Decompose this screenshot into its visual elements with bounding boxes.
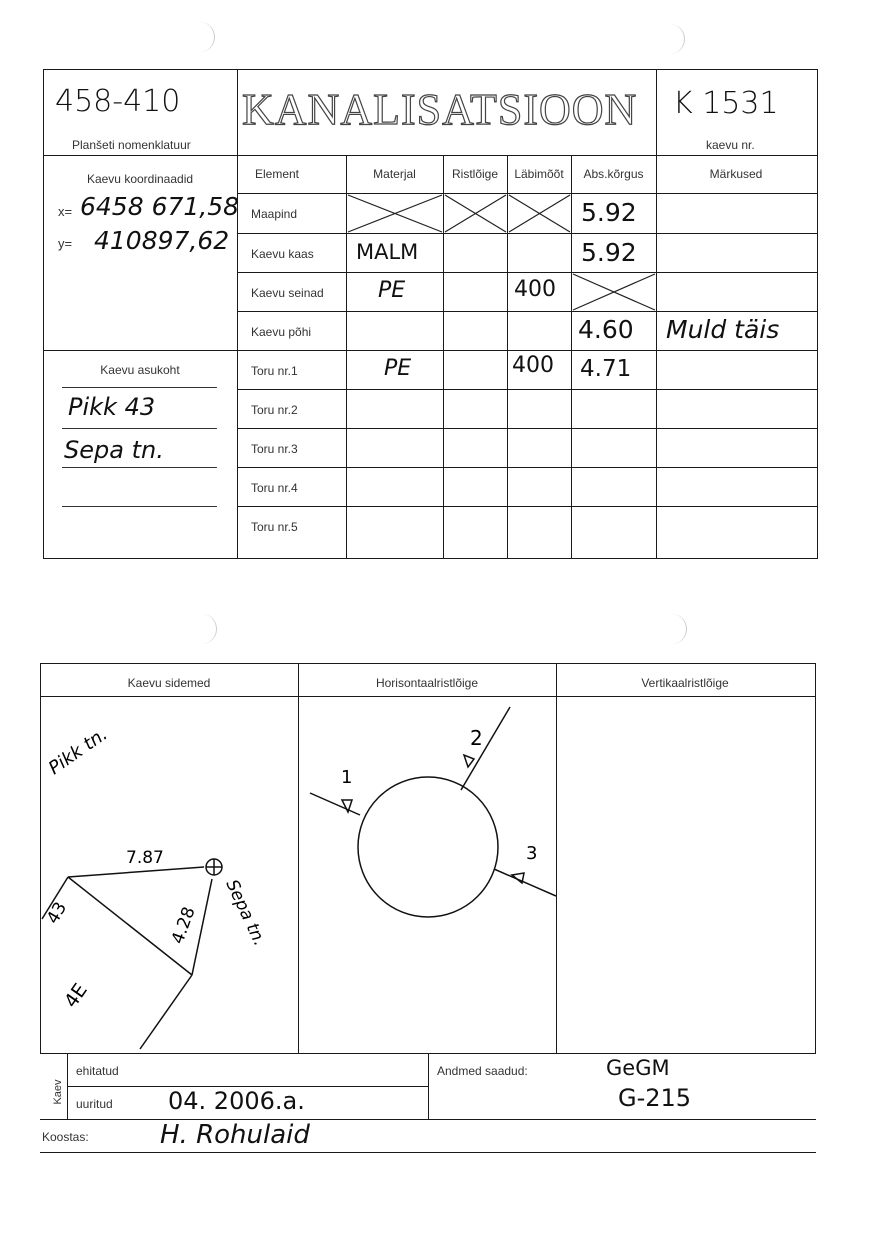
row-label: Kaevu seinad	[251, 286, 324, 300]
horizontal-cross-section	[298, 697, 556, 1051]
row-label: Kaevu kaas	[251, 247, 314, 261]
surveyed-label: uuritud	[76, 1097, 113, 1111]
header-element: Element	[254, 167, 300, 181]
nomenclature-label: Planšeti nomenklatuur	[72, 138, 191, 152]
data-source-label: Andmed saadud:	[437, 1064, 528, 1078]
cell-material: PE	[378, 278, 406, 303]
compiled-by-label: Koostas:	[42, 1130, 89, 1144]
header-material: Materjal	[373, 167, 416, 181]
cell-diameter: 400	[514, 277, 556, 302]
location-ties-sketch	[40, 697, 298, 1051]
page-title: KANALISATSIOON	[242, 85, 638, 134]
section-vertical-label: Vertikaalristlõige	[641, 676, 729, 690]
punch-mark	[668, 614, 687, 644]
pipe-number: 3	[526, 843, 538, 864]
surveyed-value: 04. 2006.a.	[168, 1087, 305, 1115]
cell-elevation: 5.92	[581, 238, 637, 267]
header-elevation: Abs.kõrgus	[583, 167, 644, 181]
row-label: Toru nr.2	[251, 403, 298, 417]
header-diameter: Läbimõõt	[514, 167, 564, 181]
nomenclature-value: 458-410	[55, 84, 181, 119]
cell-elevation: 5.92	[581, 198, 637, 227]
street-label-sepa: Sepa tn.	[221, 876, 270, 950]
x-coordinate-value: 6458 671,58	[80, 192, 240, 221]
row-label: Kaevu põhi	[251, 325, 312, 339]
kaev-label: Kaev	[52, 1079, 64, 1105]
well-number-value: K 1531	[673, 86, 779, 121]
distance-label: 7.87	[126, 848, 164, 868]
cell-diameter: 400	[512, 353, 554, 378]
location-line-1: Pikk 43	[68, 393, 156, 421]
row-label: Toru nr.1	[251, 364, 298, 378]
location-label: Kaevu asukoht	[100, 363, 180, 377]
header-notes: Märkused	[709, 167, 763, 181]
y-prefix: y=	[58, 236, 73, 251]
cell-elevation: 4.60	[578, 315, 634, 344]
compiled-by-value: H. Rohulaid	[160, 1120, 310, 1150]
distance-label: 4.28	[167, 904, 200, 947]
section-ties-label: Kaevu sidemed	[127, 676, 211, 690]
location-line-2: Sepa tn.	[64, 436, 164, 464]
data-source-value: GeGM	[606, 1056, 670, 1080]
row-label: Toru nr.5	[251, 520, 298, 534]
cell-material: MALM	[356, 240, 419, 264]
coordinates-label: Kaevu koordinaadid	[86, 172, 194, 186]
cell-elevation: 4.71	[580, 356, 632, 382]
row-label: Toru nr.4	[251, 481, 298, 495]
header-cross-section: Ristlõige	[451, 167, 499, 181]
house-number-label: 4E	[60, 979, 92, 1012]
cell-material: PE	[384, 356, 412, 381]
punch-mark	[198, 614, 217, 644]
crossed-cells	[0, 0, 872, 600]
street-label-pikk: Pikk tn.	[44, 723, 112, 780]
cell-notes: Muld täis	[666, 315, 780, 344]
house-number-label: 43	[43, 898, 72, 928]
well-number-label: kaevu nr.	[706, 138, 755, 152]
row-label: Maapind	[251, 207, 298, 221]
established-label: ehitatud	[76, 1064, 119, 1078]
x-prefix: x=	[58, 204, 73, 219]
section-horizontal-label: Horisontaalristlõige	[375, 676, 479, 690]
pipe-number: 2	[470, 726, 483, 750]
data-source-value: G-215	[618, 1084, 692, 1112]
row-label: Toru nr.3	[251, 442, 298, 456]
y-coordinate-value: 410897,62	[94, 226, 230, 255]
pipe-number: 1	[341, 767, 353, 788]
